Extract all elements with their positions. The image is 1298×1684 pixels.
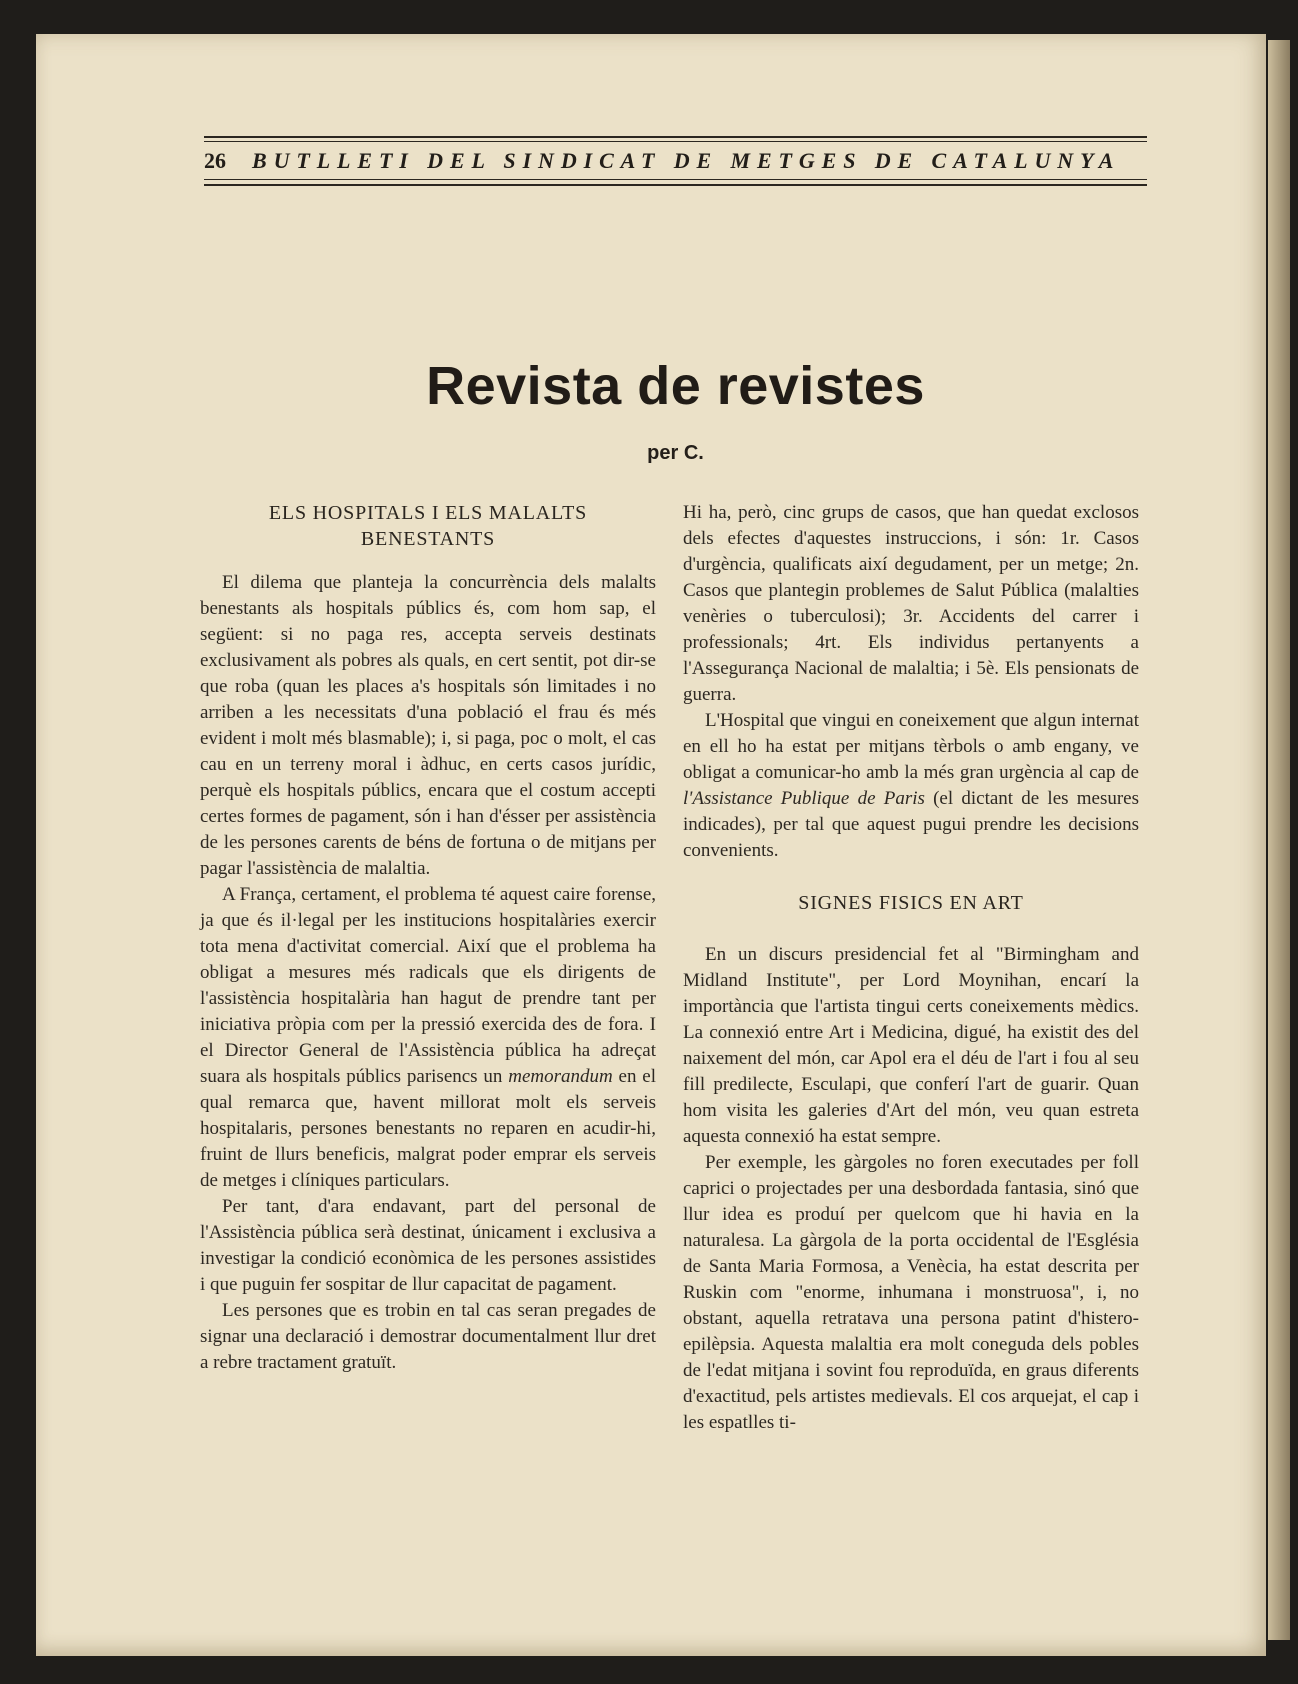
journal-title: BUTLLETI DEL SINDICAT DE METGES DE CATALUNYA <box>252 148 1121 173</box>
paragraph-text: en el qual remarca que, havent millorat molt els serveis hospitalaris, persones benestants no reparen en acudir-hi, fruint de llurs beneficis, malgrat poder emprar els serveis de metges i clíniques particulars. <box>200 1066 656 1191</box>
article-byline: per C. <box>647 442 704 464</box>
paragraph: En un discurs presidencial fet al "Birmingham and Midland Institute", per Lord Moynihan, encarí la importància que l'artista tingui certs coneixements mèdics. La connexió entre Art i Medicina, digué, ha existit des del naixement del món, car Apol era el déu de l'art i fou al seu fill predilecte, Esculapi, que conferí l'art de guarir. Quan hom visita les galeries d'Art del món, veu quan estreta aquesta connexió ha estat sempre. <box>683 944 1139 1147</box>
paragraph: Les persones que es trobin en tal cas seran pregades de signar una declaració i demostrar documentalment llur dret a rebre tractament gratuït. <box>200 1300 656 1373</box>
paragraph: El dilema que planteja la concurrència dels malalts benestants als hospitals públics és, com hom sap, el següent: si no paga res, accepta serveis destinats exclusivament als pobres als quals, en cert sentit, pot dir-se que roba (quan les places a's hospitals són limitades i no arriben a les necessitats d'una població el frau és més evident i molt més blasmable); i, si paga, poc o molt, el cas cau en un terreny moral i àdhuc, en certs casos jurídic, perquè els hospitals públics, encara que el costum accepti certes formes de pagament, són i han d'ésser per assistència de les persones carents de béns de fortuna o de mitjans per pagar l'assistència de malaltia. <box>200 572 656 879</box>
paragraph: Per tant, d'ara endavant, part del personal de l'Assistència pública serà destinat, únicament i exclusiva a investigar la condició econòmica de les persones assistides i que puguin fer sospitar de llur capacitat de pagament. <box>200 1196 656 1295</box>
paragraph <box>683 708 1139 864</box>
left-column <box>200 500 656 1376</box>
italic-term: l'Assistance Publique de Paris <box>683 788 925 809</box>
section-heading: SIGNES FISICS EN ART <box>798 892 1024 914</box>
italic-term: memorandum <box>508 1066 613 1087</box>
header-rule-top <box>204 136 1147 138</box>
header-text <box>204 147 1147 175</box>
paragraph-text: L'Hospital que vingui en coneixement que algun internat en ell ho ha estat per mitjans tèrbols o amb engany, ve obligat a comunicar-ho amb la més gran urgència al cap de <box>683 710 1139 783</box>
right-column <box>683 500 1139 1436</box>
running-head <box>204 136 1147 188</box>
header-rule-top-thin <box>204 141 1147 142</box>
page-edge <box>1268 40 1290 1640</box>
section-heading: ELS HOSPITALS I ELS MALALTS BENESTANTS <box>268 502 588 550</box>
paragraph-text: A França, certament, el problema té aquest caire forense, ja que és il·legal per les institucions hospitalàries exercir tota mena d'activitat comercial. Així que el problema ha obligat a mesures més radicals que els dirigents de l'assistència hospitalària han hagut de prendre tant per iniciativa pròpia com per la pressió exercida des de fora. I el Director General de l'Assistència pública ha adreçat suara als hospitals públics parisencs un <box>200 884 656 1087</box>
paragraph-text: (el dictant de les mesures indicades), per tal que aquest pugui prendre les decisions convenients. <box>683 788 1139 861</box>
paragraph: Hi ha, però, cinc grups de casos, que han quedat exclosos dels efectes d'aquestes instruccions, i són: 1r. Casos d'urgència, qualificats així degudament, per un metge; 2n. Casos que plantegin problemes de Salut Pública (malalties venèries o tuberculosi); 3r. Accidents del carrer i professionals; 4rt. Els individus pertanyents a l'Assegurança Nacional de malaltia; i 5è. Els pensionats de guerra. <box>683 502 1139 705</box>
header-rule-bottom-thin <box>204 179 1147 180</box>
header-rule-bottom <box>204 184 1147 186</box>
paragraph: Per exemple, les gàrgoles no foren executades per foll caprici o projectades per una desbordada fantasia, sinó que llur idea es produí per quelcom que hi havia en la naturalesa. La gàrgola de la porta occidental de l'Església de Santa Maria Formosa, a Venècia, ha estat descrita per Ruskin com "enorme, inhumana i monstruosa", i, no obstant, aquella retratava una persona patint d'histero-epilèpsia. Aquesta malaltia era molt coneguda dels pobles de l'edat mitjana i sovint fou reproduïda, en graus diferents d'exactitud, pels artistes medievals. El cos arquejat, el cap i les espatlles ti- <box>683 1152 1139 1433</box>
page-number: 26 <box>204 148 226 173</box>
article-title: Revista de revistes <box>426 356 925 416</box>
paragraph <box>200 882 656 1194</box>
